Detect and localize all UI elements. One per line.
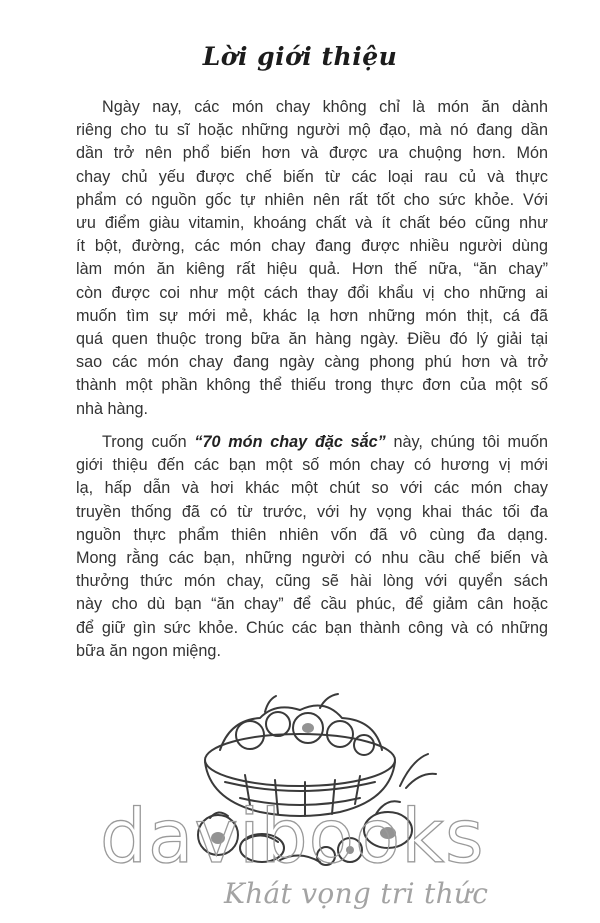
watermark-brand: davibooks (100, 794, 485, 880)
intro-paragraph-1 (76, 96, 548, 421)
paragraph-line: nhà hàng. (76, 399, 149, 418)
paragraph-line: chay chủ yếu được chế biến từ các loại rau củ và thực (76, 167, 548, 186)
paragraph-line: để giữ gìn sức khỏe. Chúc các bạn thành công và có những (76, 618, 548, 637)
text-after-book-title: này, chúng tôi muốn (385, 433, 548, 451)
paragraph-line: ưu điểm giàu vitamin, khoáng chất và ít chất béo cũng như (76, 214, 548, 233)
paragraph-line: quá quen thuộc trong bữa ăn hàng ngày. Điều đó lý giải tại (76, 330, 548, 349)
paragraph-line: làm món ăn kiêng rất hiệu quả. Hơn thế nữa, “ăn chay” (76, 260, 548, 279)
paragraph-line: nguồn thực phẩm thiên nhiên vốn đã vô cùng đa dạng. (76, 525, 548, 544)
intro-paragraph-2 (76, 431, 548, 663)
paragraph-line: còn được coi như một cách thay đổi khẩu vị cho những ai (76, 283, 548, 302)
paragraph-line: truyền thống đã có từ trước, với hy vọng khai thác tối đa (76, 502, 548, 521)
watermark-tagline: Khát vọng tri thức (224, 877, 489, 910)
text-before-book-title: Trong cuốn (102, 433, 195, 451)
paragraph-line: này cho dù bạn “ăn chay” để cầu phúc, để giảm cân hoặc (76, 595, 548, 614)
paragraph-line: ít bột, đường, các món chay đang được nhiều người dùng (76, 237, 548, 256)
page-title: Lời giới thiệu (202, 42, 398, 71)
paragraph-line: Mong rằng các bạn, những người có nhu cầu chế biến và (76, 549, 548, 568)
paragraph-line: Ngày nay, các món chay không chỉ là món ăn dành (102, 98, 548, 116)
paragraph-line: giới thiệu đến các bạn một số món chay có hương vị mới (76, 456, 548, 475)
paragraph-line: phẩm có nguồn gốc tự nhiên nên rất tốt cho sức khỏe. Với (76, 190, 548, 209)
paragraph-line: thành một phần không thể thiếu trong thực đơn của một số (76, 376, 548, 395)
paragraph-line-with-book-title (76, 431, 548, 454)
paragraph-line: muốn tìm sự mới mẻ, khác lạ hơn những món thịt, cá đã (76, 306, 548, 325)
paragraph-line: lạ, hấp dẫn và hơi khác một chút so với các món chay (76, 479, 548, 498)
paragraph-line: riêng cho tu sĩ hoặc những người mộ đạo, mà nó đang dần (76, 121, 548, 140)
paragraph-line: dần trở nên phổ biến hơn và được ưa chuộng hơn. Món (76, 144, 548, 163)
paragraph-line: sao các món chay đang ngày càng phong phú hơn và trở (76, 353, 548, 372)
paragraph-line: bữa ăn ngon miệng. (76, 641, 221, 660)
paragraph-line: thưởng thức món chay, cũng sẽ hài lòng với quyển sách (76, 572, 548, 591)
book-title: “70 món chay đặc sắc” (194, 433, 386, 451)
